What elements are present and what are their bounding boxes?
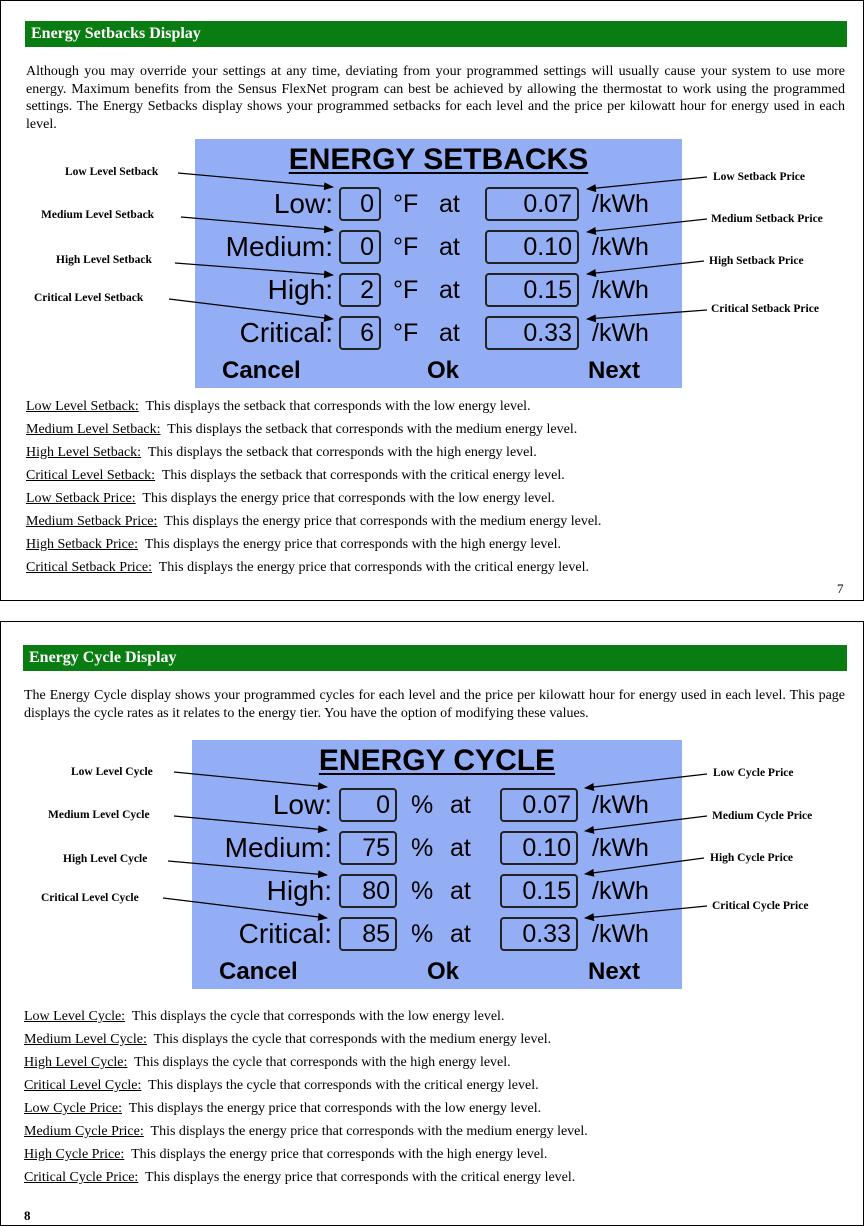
definition-term: Medium Level Setback: [26, 422, 161, 437]
definition-item [26, 556, 601, 579]
callout-medium-setback-price: Medium Setback Price [711, 213, 823, 225]
level-label-critical: Critical: [239, 317, 333, 348]
definition-text: This displays the energy price that corresponds with the high energy level. [131, 1147, 548, 1162]
energy-setbacks-screen [195, 139, 682, 388]
definition-term: High Cycle Price: [24, 1147, 125, 1162]
definition-text: This displays the energy price that corresponds with the low energy level. [128, 1101, 542, 1116]
callout-high-cycle-price: High Cycle Price [710, 852, 794, 864]
definition-term: Critical Level Setback: [26, 468, 156, 483]
medium-setback-price-field[interactable]: 0.10 [485, 230, 579, 264]
definition-item [26, 441, 601, 464]
energy-cycle-screen [192, 740, 682, 989]
definition-term: Medium Setback Price: [26, 514, 158, 529]
callout-low-cycle-price: Low Cycle Price [713, 767, 794, 779]
definition-term: Low Level Setback: [26, 399, 139, 414]
definition-term: Critical Level Cycle: [24, 1078, 142, 1093]
definition-term: High Setback Price: [26, 537, 138, 552]
high-cycle-price-field[interactable]: 0.15 [500, 874, 578, 908]
unit-label: % [411, 834, 434, 862]
callout-medium-level-setback: Medium Level Setback [41, 209, 155, 221]
level-label-medium: Medium: [225, 231, 333, 262]
intro-paragraph: The Energy Cycle display shows your programmed cycles for each level and the price per kilowatt hour for energy used in each level. This page displays the cycle rates as it relates to the energy tier. You have the option of modifying these values. [24, 688, 845, 721]
section-header: Energy Cycle Display [23, 645, 847, 671]
definition-text: This displays the setback that corresponds with the critical energy level. [161, 468, 565, 483]
price-unit-label: /kWh [592, 276, 649, 304]
at-label: at [450, 877, 471, 905]
definition-text: This displays the energy price that corresponds with the high energy level. [144, 537, 562, 552]
definition-text: This displays the cycle that corresponds with the medium energy level. [153, 1032, 552, 1047]
unit-label: °F [393, 233, 419, 261]
level-label-low: Low: [273, 188, 333, 219]
callout-low-setback-price: Low Setback Price [713, 171, 805, 183]
medium-setback-field[interactable]: 0 [339, 230, 381, 264]
definition-term: Critical Cycle Price: [24, 1170, 139, 1185]
screen-title: ENERGY CYCLE [318, 744, 556, 777]
at-label: at [439, 190, 460, 218]
callout-low-level-setback: Low Level Setback [65, 166, 159, 178]
definition-term: Critical Setback Price: [26, 560, 152, 575]
unit-label: °F [393, 319, 419, 347]
definition-item [24, 1097, 588, 1120]
definition-text: This displays the energy price that corresponds with the critical energy level. [145, 1170, 576, 1185]
callout-medium-level-cycle: Medium Level Cycle [48, 809, 150, 821]
level-label-medium: Medium: [224, 832, 332, 863]
definition-item [26, 418, 601, 441]
definition-text: This displays the energy price that corresponds with the medium energy level. [164, 514, 602, 529]
definition-item [26, 487, 601, 510]
definition-term: Medium Cycle Price: [24, 1124, 144, 1139]
unit-label: °F [393, 190, 419, 218]
price-unit-label: /kWh [592, 791, 649, 819]
manual-page-8 [0, 621, 864, 1226]
definition-item [26, 533, 601, 556]
next-button[interactable]: Next [588, 958, 641, 985]
definition-text: This displays the cycle that corresponds with the low energy level. [131, 1009, 505, 1024]
definition-text: This displays the setback that corresponds with the high energy level. [147, 445, 537, 460]
critical-cycle-price-field[interactable]: 0.33 [500, 917, 578, 951]
callout-critical-level-cycle: Critical Level Cycle [41, 892, 139, 904]
definition-term: Low Level Cycle: [24, 1009, 126, 1024]
high-setback-price-field[interactable]: 0.15 [485, 273, 579, 307]
price-unit-label: /kWh [592, 319, 649, 347]
definition-item [26, 510, 601, 533]
callout-high-setback-price: High Setback Price [709, 255, 804, 267]
price-unit-label: /kWh [592, 877, 649, 905]
definition-item [24, 1143, 588, 1166]
callout-high-level-setback: High Level Setback [56, 254, 152, 266]
level-label-high: High: [266, 875, 332, 906]
next-button[interactable]: Next [588, 357, 641, 384]
at-label: at [439, 276, 460, 304]
definition-term: Low Setback Price: [26, 491, 136, 506]
medium-cycle-price-field[interactable]: 0.10 [500, 831, 578, 865]
section-header: Energy Setbacks Display [25, 21, 847, 47]
medium-cycle-field[interactable]: 75 [339, 831, 397, 865]
definitions-list [24, 1005, 588, 1189]
at-label: at [450, 834, 471, 862]
definition-term: Medium Level Cycle: [24, 1032, 147, 1047]
ok-button[interactable]: Ok [427, 958, 460, 985]
callout-low-level-cycle: Low Level Cycle [71, 766, 153, 778]
low-setback-field[interactable]: 0 [339, 187, 381, 221]
definition-term: High Level Cycle: [24, 1055, 128, 1070]
definition-text: This displays the energy price that corresponds with the critical energy level. [158, 560, 589, 575]
price-unit-label: /kWh [592, 920, 649, 948]
at-label: at [439, 319, 460, 347]
at-label: at [450, 920, 471, 948]
definition-item [24, 1074, 588, 1097]
definition-text: This displays the setback that corresponds with the medium energy level. [167, 422, 578, 437]
page-number: 8 [24, 1208, 31, 1223]
definition-item [24, 1005, 588, 1028]
level-label-high: High: [267, 274, 333, 305]
intro-paragraph: Although you may override your settings at any time, deviating from your programmed settings will usually cause your system to use more energy. Maximum benefits from the Sensus FlexNet program can best be achieved by allowing the thermostat to work using the programmed settings. The Energy Setbacks display shows your programmed setbacks for each level and the price per kilowatt hour for energy used in each level. [26, 64, 845, 132]
cancel-button[interactable]: Cancel [222, 357, 301, 384]
unit-label: % [411, 791, 434, 819]
callout-medium-cycle-price: Medium Cycle Price [712, 810, 813, 822]
price-unit-label: /kWh [592, 190, 649, 218]
high-setback-field[interactable]: 2 [339, 273, 381, 307]
definitions-list [26, 395, 601, 579]
definition-item [24, 1051, 588, 1074]
callout-critical-cycle-price: Critical Cycle Price [712, 900, 809, 912]
definition-item [24, 1166, 588, 1189]
definition-item [26, 464, 601, 487]
high-cycle-field[interactable]: 80 [339, 874, 397, 908]
unit-label: % [411, 877, 434, 905]
definition-text: This displays the setback that corresponds with the low energy level. [145, 399, 531, 414]
level-label-critical: Critical: [238, 918, 332, 949]
screen-title: ENERGY SETBACKS [288, 143, 589, 176]
callout-critical-setback-price: Critical Setback Price [711, 303, 819, 315]
unit-label: °F [393, 276, 419, 304]
ok-button[interactable]: Ok [427, 357, 460, 384]
unit-label: % [411, 920, 434, 948]
definition-item [24, 1120, 588, 1143]
low-setback-price-field[interactable]: 0.07 [485, 187, 579, 221]
definition-item [24, 1028, 588, 1051]
critical-setback-field[interactable]: 6 [339, 316, 381, 350]
definition-text: This displays the cycle that corresponds with the high energy level. [134, 1055, 511, 1070]
at-label: at [450, 791, 471, 819]
critical-setback-price-field[interactable]: 0.33 [485, 316, 579, 350]
at-label: at [439, 233, 460, 261]
low-cycle-field[interactable]: 0 [339, 788, 397, 822]
definition-term: Low Cycle Price: [24, 1101, 122, 1116]
definition-item [26, 395, 601, 418]
definition-text: This displays the energy price that corresponds with the low energy level. [142, 491, 555, 506]
level-label-low: Low: [272, 789, 332, 820]
critical-cycle-field[interactable]: 85 [339, 917, 397, 951]
definition-text: This displays the cycle that corresponds with the critical energy level. [148, 1078, 539, 1093]
low-cycle-price-field[interactable]: 0.07 [500, 788, 578, 822]
manual-page-7 [0, 0, 864, 601]
price-unit-label: /kWh [592, 233, 649, 261]
definition-term: High Level Setback: [26, 445, 142, 460]
page-number: 7 [837, 581, 844, 596]
definition-text: This displays the energy price that corresponds with the medium energy level. [150, 1124, 588, 1139]
callout-critical-level-setback: Critical Level Setback [34, 292, 144, 304]
cancel-button[interactable]: Cancel [219, 958, 298, 985]
callout-high-level-cycle: High Level Cycle [63, 853, 148, 865]
price-unit-label: /kWh [592, 834, 649, 862]
